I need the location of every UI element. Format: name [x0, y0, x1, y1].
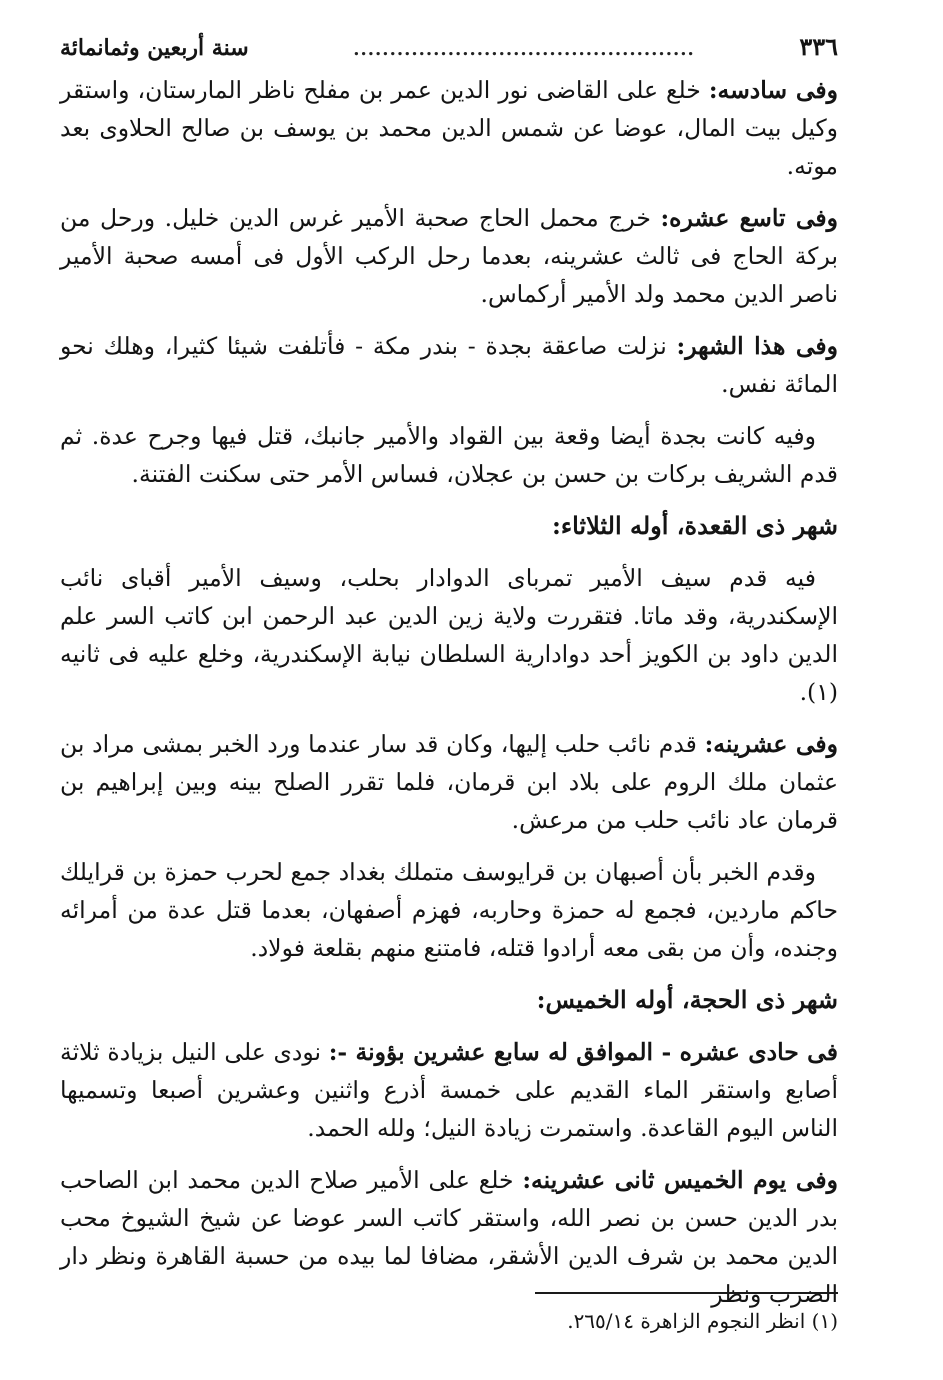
paragraph-text: قدم نائب حلب إليها، وكان قد سار عندما ورد الخبر بمشى مراد بن عثمان ملك الروم على بلاد ابن قرمان، فلما تقرر الصلح بينه وبين إبراهيم بن قرمان عاد نائب حلب من مرعش.	[60, 730, 838, 834]
section-heading-dhu-al-qadah: شهر ذى القعدة، أوله الثلاثاء:	[551, 511, 838, 540]
paragraph-text: نودى على النيل بزيادة ثلاثة أصابع واستقر الماء القديم على خمسة أذرع واثنين وعشرين أصبعا وتسميها الناس اليوم القاعدة. واستمرت زيادة النيل؛ ولله الحمد.	[60, 1038, 838, 1142]
paragraph-lead: وفى يوم الخميس ثانى عشرينه:	[522, 1166, 838, 1194]
year-title: سنة أربعين وثمانمائة	[60, 35, 249, 61]
paragraph-lead: وفى هذا الشهر:	[676, 332, 839, 360]
paragraph-lead: وفى سادسه:	[708, 76, 839, 104]
footnote-divider	[535, 1292, 838, 1294]
paragraph-text: خلع على الأمير صلاح الدين محمد ابن الصاحب بدر الدين حسن بن نصر الله، واستقر كاتب السر عوضا عن شيخ الشيوخ محب الدين محمد بن شرف الدين الأشقر، مضافا لما بيده من حسبة القاهرة ونظر دار الضرب ونظر	[60, 1166, 838, 1308]
paragraph-sixth	[60, 71, 838, 185]
paragraph-baghdad	[60, 853, 838, 967]
paragraph-text: نزلت صاعقة بجدة - بندر مكة - فأتلفت شيئا كثيرا، وهلك نحو المائة نفس.	[60, 332, 838, 398]
paragraph-alexandria	[60, 559, 838, 711]
paragraph-this-month	[60, 327, 838, 403]
page-number: ٣٣٦	[799, 32, 838, 61]
paragraph-text: وقدم الخبر بأن أصبهان بن قرايوسف متملك بغداد جمع لحرب حمزة بن قرايلك حاكم ماردين، فجمع له حمزة وحاربه، فهزم أصفهان، بعدما قتل عدة من أمرائه وجنده، وأن من بقى معه أرادوا قتله، فامتنع منهم بقلعة فولاد.	[60, 858, 838, 962]
footnote: (١) انظر النجوم الزاهرة ٢٦٥/١٤.	[567, 1309, 838, 1333]
paragraph-text: خرج محمل الحاج صحبة الأمير غرس الدين خليل. ورحل من بركة الحاج فى ثالث عشرينه، بعدما رحل الركب الأول فى أمسه صحبة الأمير ناصر الدين محمد ولد الأمير أركماس.	[60, 204, 838, 308]
paragraph-jeddah	[60, 417, 838, 493]
paragraph-lead: فى حادى عشره - الموافق له سابع عشرين بؤونة -:	[328, 1038, 838, 1066]
paragraph-lead: وفى عشرينه:	[704, 730, 838, 758]
running-head	[60, 30, 838, 67]
main-text	[60, 71, 838, 1313]
leader-dots: ...............................................	[353, 39, 695, 60]
section-heading-dhu-al-hijjah: شهر ذى الحجة، أوله الخميس:	[536, 985, 838, 1014]
paragraph-thursday	[60, 1161, 838, 1313]
paragraph-twentieth	[60, 725, 838, 839]
paragraph-nineteenth	[60, 199, 838, 313]
paragraph-text: خلع على القاضى نور الدين عمر بن مفلح ناظر المارستان، واستقر وكيل بيت المال، عوضا عن شمس الدين محمد بن يوسف بن صالح الحلاوى بعد موته.	[60, 76, 838, 180]
paragraph-nile	[60, 1033, 838, 1147]
paragraph-lead: وفى تاسع عشره:	[660, 204, 839, 232]
paragraph-text: فيه قدم سيف الأمير تمرباى الدوادار بحلب، وسيف الأمير أقباى نائب الإسكندرية، وقد ماتا. فتقررت ولاية زين الدين عبد الرحمن ابن كاتب السر علم الدين داود بن الكويز أحد دوادارية السلطان نيابة الإسكندرية، وخلع عليه فى ثانيه (١).	[60, 564, 838, 706]
paragraph-text: وفيه كانت بجدة أيضا وقعة بين القواد والأمير جانبك، قتل فيها وجرح عدة. ثم قدم الشريف بركات بن حسن بن عجلان، فساس الأمر حتى سكنت الفتنة.	[60, 422, 838, 488]
book-page	[60, 30, 838, 1327]
